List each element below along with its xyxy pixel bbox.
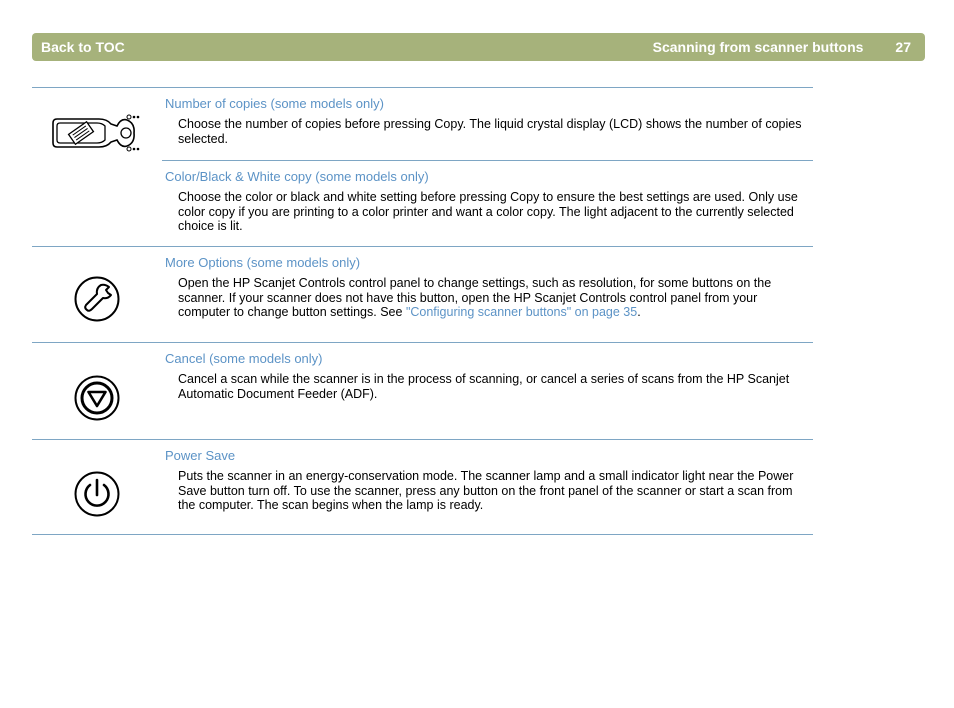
- copy-panel-icon: [51, 114, 143, 152]
- body-text-end: .: [637, 305, 641, 320]
- item-title: Power Save: [165, 448, 236, 463]
- item-title: Number of copies (some models only): [165, 96, 384, 111]
- power-icon-box: [32, 471, 162, 517]
- cancel-icon: [74, 375, 120, 421]
- item-power-save: [162, 440, 813, 519]
- row-power-save: [32, 439, 813, 535]
- row-copy-options: [32, 87, 813, 246]
- header-bar: [32, 33, 925, 61]
- item-body: Cancel a scan while the scanner is in the process of scanning, or cancel a series of scans from the HP Scanjet Automatic Document Feeder (ADF).: [178, 372, 790, 401]
- page-number: 27: [895, 39, 911, 55]
- wrench-icon: [74, 276, 120, 322]
- power-icon: [74, 471, 120, 517]
- icon-column: [32, 343, 162, 439]
- text-column: [162, 247, 813, 326]
- row-more-options: [32, 246, 813, 342]
- item-color-copy: [162, 160, 813, 240]
- icon-column: [32, 247, 162, 342]
- body-text: Open the HP Scanjet Controls control panel to change settings, such as resolution, for some buttons on the scanner. If your scanner does not have this button, open the HP Scanjet Controls control panel from your computer to change button settings. See: [178, 276, 772, 320]
- item-more-options: [162, 247, 813, 326]
- item-body: Choose the color or black and white setting before pressing Copy to ensure the best settings are used. Only use color copy if you are printing to a color printer and want a color copy. The light adjacent to the currently selected choice is lit.: [178, 190, 798, 234]
- item-body: Puts the scanner in an energy-conservation mode. The scanner lamp and a small indicator light near the Power Save button turn off. To use the scanner, press any button on the front panel of the scanner or start a scan from the computer. The scan begins when the lamp is ready.: [178, 469, 794, 513]
- item-number-of-copies: [162, 88, 813, 160]
- back-to-toc-link[interactable]: Back to TOC: [41, 39, 125, 55]
- copy-panel-icon-box: [32, 114, 162, 152]
- row-cancel: [32, 342, 813, 439]
- text-column: [162, 440, 813, 519]
- configuring-buttons-link[interactable]: "Configuring scanner buttons" on page 35: [405, 305, 638, 320]
- item-body: Choose the number of copies before pressing Copy. The liquid crystal display (LCD) shows the number of copies selected.: [178, 117, 802, 146]
- text-column: [162, 343, 813, 407]
- text-column: [162, 88, 813, 240]
- item-body: [178, 276, 813, 320]
- icon-column: [32, 88, 162, 246]
- icon-column: [32, 440, 162, 534]
- wrench-icon-box: [32, 276, 162, 322]
- button-descriptions: [32, 87, 813, 535]
- item-title: More Options (some models only): [165, 255, 361, 270]
- item-title: Cancel (some models only): [165, 351, 323, 366]
- section-title: Scanning from scanner buttons: [652, 39, 864, 55]
- item-cancel: [162, 343, 813, 407]
- item-title: Color/Black & White copy (some models only): [165, 169, 429, 184]
- cancel-icon-box: [32, 375, 162, 421]
